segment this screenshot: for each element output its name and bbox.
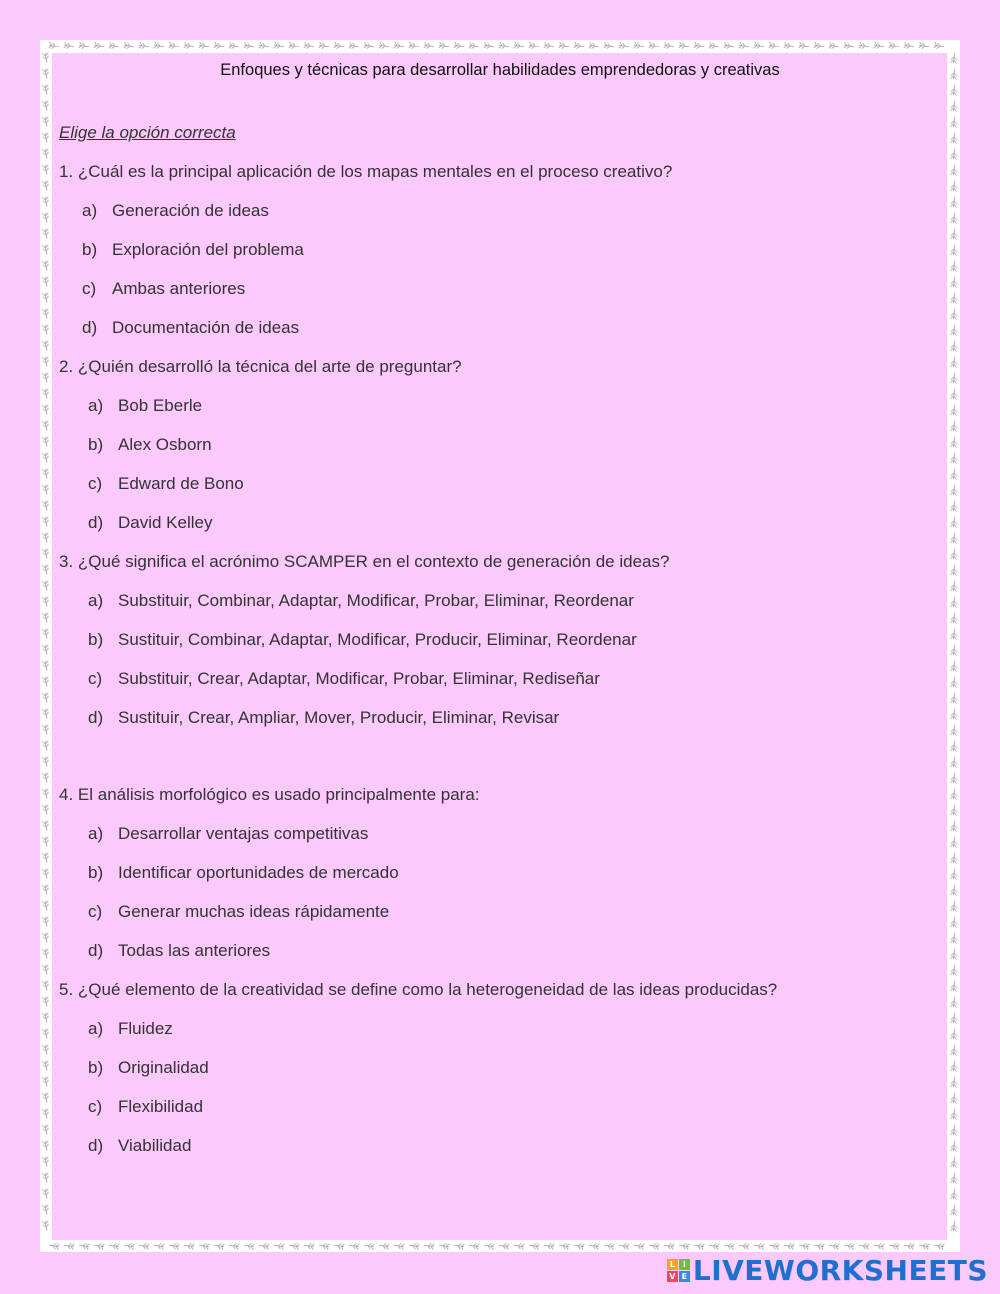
border-sprig <box>42 805 49 816</box>
border-sprig <box>42 325 49 336</box>
border-sprig <box>649 1242 660 1250</box>
border-sprig <box>950 1109 957 1120</box>
border-sprig <box>950 629 957 640</box>
border-sprig <box>514 1242 525 1250</box>
question-3-option-c[interactable]: c) Substituir, Crear, Adaptar, Modificar, Probar, Eliminar, Rediseñar <box>88 669 600 688</box>
border-sprig <box>394 1242 405 1250</box>
border-sprig <box>904 1242 915 1250</box>
border-sprig <box>349 42 360 50</box>
question-1-option-c[interactable]: c) Ambas anteriores <box>82 279 246 298</box>
border-sprig <box>904 42 915 50</box>
border-sprig <box>42 997 49 1008</box>
question-3: 3. ¿Qué significa el acrónimo SCAMPER en el contexto de generación de ideas? <box>59 552 670 571</box>
border-sprig <box>950 197 957 208</box>
border-sprig <box>950 693 957 704</box>
border-sprig <box>42 917 49 928</box>
border-sprig <box>950 261 957 272</box>
border-sprig <box>304 42 315 50</box>
border-sprig <box>724 42 735 50</box>
border-sprig <box>42 1109 49 1120</box>
border-sprig <box>42 85 49 96</box>
border-sprig <box>919 42 930 50</box>
border-sprig <box>409 42 420 50</box>
border-sprig <box>829 1242 840 1250</box>
border-sprig <box>42 869 49 880</box>
border-sprig <box>42 821 49 832</box>
border-sprig <box>139 42 150 50</box>
worksheet-title: Enfoques y técnicas para desarrollar habilidades emprendedoras y creativas <box>220 61 780 79</box>
border-sprig <box>42 533 49 544</box>
border-sprig <box>42 565 49 576</box>
border-sprig <box>42 1029 49 1040</box>
border-sprig <box>950 901 957 912</box>
question-3-option-a[interactable]: a) Substituir, Combinar, Adaptar, Modificar, Probar, Eliminar, Reordenar <box>88 591 634 610</box>
border-sprig <box>42 693 49 704</box>
border-sprig <box>950 949 957 960</box>
border-sprig <box>42 341 49 352</box>
border-sprig <box>739 1242 750 1250</box>
border-sprig <box>950 293 957 304</box>
border-sprig <box>874 1242 885 1250</box>
border-sprig <box>499 42 510 50</box>
border-sprig <box>950 213 957 224</box>
border-sprig <box>544 1242 555 1250</box>
border-sprig <box>649 42 660 50</box>
border-sprig <box>769 42 780 50</box>
border-sprig <box>124 42 135 50</box>
border-sprig <box>214 42 225 50</box>
border-sprig <box>484 1242 495 1250</box>
border-sprig <box>154 42 165 50</box>
border-sprig <box>42 725 49 736</box>
border-sprig <box>950 661 957 672</box>
border-sprig <box>42 965 49 976</box>
border-sprig <box>42 1125 49 1136</box>
border-sprig <box>49 1242 60 1250</box>
border-sprig <box>42 1045 49 1056</box>
border-sprig <box>42 1205 49 1216</box>
border-sprig <box>42 597 49 608</box>
question-5-option-c[interactable]: c) Flexibilidad <box>88 1097 204 1116</box>
border-sprig <box>950 181 957 192</box>
border-sprig <box>784 1242 795 1250</box>
border-sprig <box>184 1242 195 1250</box>
border-sprig <box>950 965 957 976</box>
border-sprig <box>42 373 49 384</box>
question-5-option-b[interactable]: b) Originalidad <box>88 1058 209 1077</box>
border-sprig <box>859 1242 870 1250</box>
border-sprig <box>42 549 49 560</box>
liveworksheets-logo[interactable] <box>667 1255 988 1285</box>
border-sprig <box>950 1077 957 1088</box>
border-sprig <box>409 1242 420 1250</box>
border-sprig <box>950 405 957 416</box>
border-sprig <box>950 1061 957 1072</box>
border-sprig <box>42 709 49 720</box>
border-sprig <box>289 1242 300 1250</box>
border-sprig <box>724 1242 735 1250</box>
border-sprig <box>814 42 825 50</box>
border-sprig <box>499 1242 510 1250</box>
border-sprig <box>679 1242 690 1250</box>
border-sprig <box>919 1242 930 1250</box>
border-sprig <box>42 1013 49 1024</box>
logo-blocks-icon <box>667 1259 690 1282</box>
border-sprig <box>244 1242 255 1250</box>
border-sprig <box>950 917 957 928</box>
question-5-option-a[interactable]: a) Fluidez <box>88 1019 173 1038</box>
border-sprig <box>799 42 810 50</box>
border-sprig <box>184 42 195 50</box>
border-sprig <box>784 42 795 50</box>
border-sprig <box>42 437 49 448</box>
border-sprig <box>950 1173 957 1184</box>
border-sprig <box>199 42 210 50</box>
question-4-option-d[interactable]: d) Todas las anteriores <box>88 941 271 960</box>
border-sprig <box>619 42 630 50</box>
question-4-option-c[interactable]: c) Generar muchas ideas rápidamente <box>88 902 390 921</box>
border-sprig <box>454 1242 465 1250</box>
border-sprig <box>634 1242 645 1250</box>
border-sprig <box>42 1173 49 1184</box>
question-4: 4. El análisis morfológico es usado principalmente para: <box>59 785 480 804</box>
border-sprig <box>42 661 49 672</box>
border-sprig <box>950 1221 957 1232</box>
border-sprig <box>42 741 49 752</box>
border-sprig <box>42 357 49 368</box>
border-sprig <box>349 1242 360 1250</box>
border-sprig <box>109 42 120 50</box>
border-sprig <box>274 42 285 50</box>
border-sprig <box>64 1242 75 1250</box>
border-sprig <box>769 1242 780 1250</box>
border-sprig <box>950 325 957 336</box>
border-sprig <box>589 42 600 50</box>
border-sprig <box>679 42 690 50</box>
border-sprig <box>259 42 270 50</box>
border-sprig <box>42 405 49 416</box>
question-2-option-b[interactable]: b) Alex Osborn <box>88 435 212 454</box>
border-sprig <box>889 42 900 50</box>
border-sprig <box>950 853 957 864</box>
border-sprig <box>950 677 957 688</box>
border-sprig <box>439 42 450 50</box>
border-sprig <box>304 1242 315 1250</box>
border-sprig <box>950 1013 957 1024</box>
border-sprig <box>604 42 615 50</box>
border-sprig <box>379 42 390 50</box>
border-sprig <box>754 42 765 50</box>
border-sprig <box>42 837 49 848</box>
border-sprig <box>42 421 49 432</box>
border-sprig <box>799 1242 810 1250</box>
border-sprig <box>934 1242 945 1250</box>
border-sprig <box>334 1242 345 1250</box>
border-sprig <box>289 42 300 50</box>
border-sprig <box>42 1221 49 1232</box>
border-sprig <box>950 229 957 240</box>
border-sprig <box>42 1189 49 1200</box>
border-sprig <box>950 613 957 624</box>
border-sprig <box>950 373 957 384</box>
border-sprig <box>42 1141 49 1152</box>
question-2-option-d[interactable]: d) David Kelley <box>88 513 213 532</box>
border-sprig <box>274 1242 285 1250</box>
border-sprig <box>950 453 957 464</box>
border-sprig <box>950 645 957 656</box>
border-sprig <box>950 533 957 544</box>
border-sprig <box>950 1029 957 1040</box>
question-5: 5. ¿Qué elemento de la creatividad se define como la heterogeneidad de las ideas producidas? <box>59 980 778 999</box>
border-sprig <box>950 997 957 1008</box>
border-sprig <box>950 933 957 944</box>
question-3-option-b[interactable]: b) Sustituir, Combinar, Adaptar, Modificar, Producir, Eliminar, Reordenar <box>88 630 637 649</box>
border-sprig <box>950 789 957 800</box>
border-sprig <box>950 501 957 512</box>
border-sprig <box>559 42 570 50</box>
border-sprig <box>42 165 49 176</box>
question-2: 2. ¿Quién desarrolló la técnica del arte de preguntar? <box>59 357 462 376</box>
logo-block-l: L <box>667 1259 678 1270</box>
border-sprig <box>950 421 957 432</box>
border-sprig <box>42 485 49 496</box>
border-sprig <box>229 1242 240 1250</box>
border-sprig <box>574 42 585 50</box>
border-sprig <box>94 42 105 50</box>
border-sprig <box>950 709 957 720</box>
border-sprig <box>42 133 49 144</box>
border-sprig <box>950 1093 957 1104</box>
border-sprig <box>42 309 49 320</box>
border-sprig <box>42 773 49 784</box>
border-sprig <box>42 197 49 208</box>
border-sprig <box>42 389 49 400</box>
border-sprig <box>709 42 720 50</box>
border-sprig <box>42 901 49 912</box>
border-sprig <box>319 1242 330 1250</box>
border-sprig <box>42 613 49 624</box>
border-sprig <box>169 42 180 50</box>
border-sprig <box>154 1242 165 1250</box>
border-sprig <box>950 101 957 112</box>
question-1: 1. ¿Cuál es la principal aplicación de los mapas mentales en el proceso creativo? <box>59 162 673 181</box>
border-sprig <box>42 213 49 224</box>
border-sprig <box>334 42 345 50</box>
border-sprig <box>94 1242 105 1250</box>
border-sprig <box>42 853 49 864</box>
border-sprig <box>859 42 870 50</box>
border-sprig <box>950 885 957 896</box>
question-2-option-a[interactable]: a) Bob Eberle <box>88 396 203 415</box>
border-sprig <box>42 1093 49 1104</box>
border-sprig <box>844 1242 855 1250</box>
border-sprig <box>42 757 49 768</box>
border-sprig <box>950 517 957 528</box>
border-sprig <box>829 42 840 50</box>
logo-block-v: V <box>667 1271 678 1282</box>
border-sprig <box>424 42 435 50</box>
border-sprig <box>469 42 480 50</box>
question-1-option-b[interactable]: b) Exploración del problema <box>82 240 304 259</box>
border-sprig <box>42 149 49 160</box>
border-sprig <box>42 181 49 192</box>
border-sprig <box>574 1242 585 1250</box>
border-sprig <box>950 1157 957 1168</box>
border-sprig <box>950 581 957 592</box>
border-sprig <box>169 1242 180 1250</box>
question-4-option-a[interactable]: a) Desarrollar ventajas competitivas <box>88 824 369 843</box>
border-sprig <box>814 1242 825 1250</box>
border-sprig <box>42 981 49 992</box>
logo-block-e: E <box>679 1271 690 1282</box>
border-sprig <box>709 1242 720 1250</box>
border-sprig <box>79 1242 90 1250</box>
border-sprig <box>42 949 49 960</box>
border-sprig <box>694 42 705 50</box>
logo-block-i: I <box>679 1259 690 1270</box>
border-sprig <box>42 261 49 272</box>
border-sprig <box>42 645 49 656</box>
border-sprig <box>950 117 957 128</box>
border-sprig <box>42 933 49 944</box>
border-sprig <box>950 277 957 288</box>
border-sprig <box>950 741 957 752</box>
border-sprig <box>244 42 255 50</box>
border-sprig <box>950 133 957 144</box>
border-sprig <box>42 469 49 480</box>
border-sprig <box>469 1242 480 1250</box>
border-sprig <box>739 42 750 50</box>
border-sprig <box>139 1242 150 1250</box>
border-sprig <box>664 1242 675 1250</box>
border-sprig <box>950 437 957 448</box>
border-sprig <box>42 1061 49 1072</box>
border-sprig <box>950 1205 957 1216</box>
border-sprig <box>379 1242 390 1250</box>
border-sprig <box>950 149 957 160</box>
border-sprig <box>364 1242 375 1250</box>
border-sprig <box>42 277 49 288</box>
border-sprig <box>844 42 855 50</box>
border-sprig <box>874 42 885 50</box>
question-4-option-b[interactable]: b) Identificar oportunidades de mercado <box>88 863 399 882</box>
border-sprig <box>950 1189 957 1200</box>
border-sprig <box>42 789 49 800</box>
border-sprig <box>950 549 957 560</box>
border-sprig <box>559 1242 570 1250</box>
border-sprig <box>42 101 49 112</box>
border-sprig <box>529 1242 540 1250</box>
border-sprig <box>109 1242 120 1250</box>
border-sprig <box>950 1045 957 1056</box>
border-sprig <box>604 1242 615 1250</box>
border-sprig <box>42 677 49 688</box>
border-sprig <box>42 885 49 896</box>
border-sprig <box>42 293 49 304</box>
question-1-option-d[interactable]: d) Documentación de ideas <box>82 318 300 337</box>
border-sprig <box>42 501 49 512</box>
border-sprig <box>950 805 957 816</box>
question-1-option-a[interactable]: a) Generación de ideas <box>82 201 269 220</box>
border-sprig <box>319 42 330 50</box>
border-sprig <box>42 581 49 592</box>
border-sprig <box>950 389 957 400</box>
border-sprig <box>950 1141 957 1152</box>
border-sprig <box>950 597 957 608</box>
border-sprig <box>124 1242 135 1250</box>
border-sprig <box>950 469 957 480</box>
border-sprig <box>950 821 957 832</box>
border-sprig <box>950 485 957 496</box>
border-sprig <box>79 42 90 50</box>
border-sprig <box>42 229 49 240</box>
border-sprig <box>950 1125 957 1136</box>
border-sprig <box>950 245 957 256</box>
border-sprig <box>49 42 60 50</box>
border-sprig <box>394 42 405 50</box>
border-sprig <box>950 357 957 368</box>
border-sprig <box>529 42 540 50</box>
border-sprig <box>934 42 945 50</box>
border-sprig <box>439 1242 450 1250</box>
border-sprig <box>64 42 75 50</box>
border-sprig <box>950 773 957 784</box>
border-sprig <box>484 42 495 50</box>
border-sprig <box>259 1242 270 1250</box>
border-sprig <box>214 1242 225 1250</box>
border-sprig <box>42 245 49 256</box>
border-sprig <box>950 309 957 320</box>
border-sprig <box>664 42 675 50</box>
border-sprig <box>454 42 465 50</box>
border-sprig <box>199 1242 210 1250</box>
border-sprig <box>42 517 49 528</box>
border-sprig <box>424 1242 435 1250</box>
question-2-option-c[interactable]: c) Edward de Bono <box>88 474 244 493</box>
border-sprig <box>950 565 957 576</box>
border-sprig <box>694 1242 705 1250</box>
border-sprig <box>42 117 49 128</box>
border-sprig <box>42 629 49 640</box>
question-3-option-d[interactable]: d) Sustituir, Crear, Ampliar, Mover, Producir, Eliminar, Revisar <box>88 708 560 727</box>
logo-text: LIVEWORKSHEETS <box>692 1253 988 1287</box>
border-sprig <box>364 42 375 50</box>
border-sprig <box>950 341 957 352</box>
border-sprig <box>589 1242 600 1250</box>
instruction-text: Elige la opción correcta <box>59 123 236 142</box>
border-sprig <box>950 85 957 96</box>
border-sprig <box>950 869 957 880</box>
border-sprig <box>754 1242 765 1250</box>
border-sprig <box>950 757 957 768</box>
border-sprig <box>889 1242 900 1250</box>
border-sprig <box>619 1242 630 1250</box>
border-sprig <box>544 42 555 50</box>
border-sprig <box>42 1077 49 1088</box>
border-sprig <box>634 42 645 50</box>
border-sprig <box>950 725 957 736</box>
border-sprig <box>950 165 957 176</box>
border-sprig <box>229 42 240 50</box>
question-5-option-d[interactable]: d) Viabilidad <box>88 1136 192 1155</box>
border-sprig <box>42 1157 49 1168</box>
border-sprig <box>950 837 957 848</box>
border-sprig <box>514 42 525 50</box>
border-sprig <box>42 453 49 464</box>
border-sprig <box>950 981 957 992</box>
